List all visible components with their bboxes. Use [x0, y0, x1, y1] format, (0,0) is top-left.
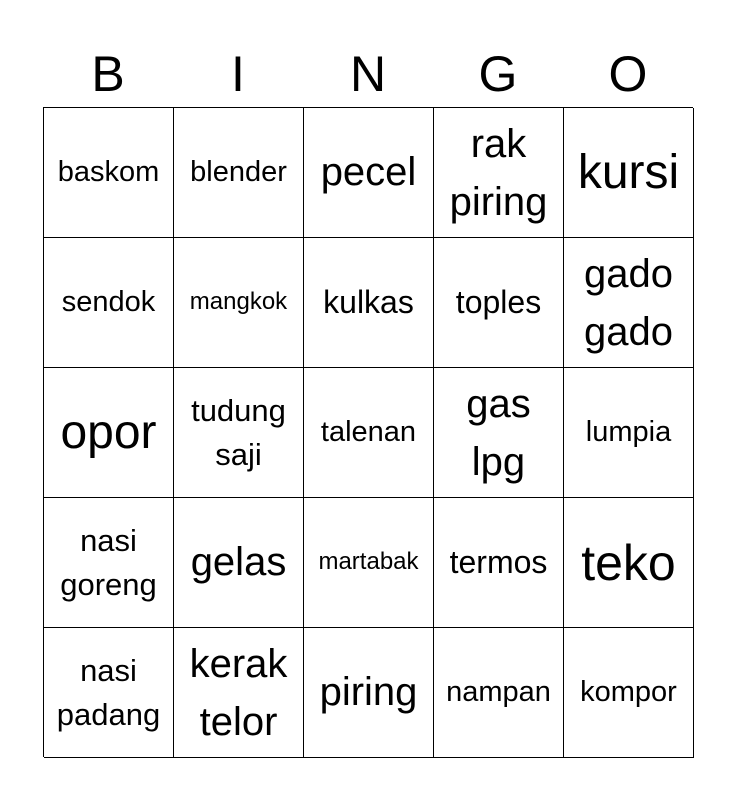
cell-label: gelas — [190, 540, 287, 585]
bingo-cell-r5-c2[interactable] — [174, 628, 304, 758]
cell-label: teko — [581, 534, 676, 591]
bingo-cell-r3-c3[interactable] — [304, 368, 434, 498]
cell-label: lumpia — [585, 416, 672, 449]
cell-label: tudung saji — [191, 393, 286, 472]
cell-label: opor — [60, 405, 157, 459]
cell-label: toples — [455, 283, 542, 320]
bingo-cell-r5-c4[interactable] — [434, 628, 564, 758]
bingo-cell-r2-c5[interactable] — [564, 238, 694, 368]
cell-label: blender — [190, 156, 287, 189]
cell-label: nasi padang — [56, 653, 161, 732]
cell-label: baskom — [57, 156, 160, 189]
bingo-cell-r4-c4[interactable] — [434, 498, 564, 628]
cell-label: mangkok — [189, 288, 288, 316]
bingo-cell-r1-c3[interactable] — [304, 108, 434, 238]
bingo-header — [43, 40, 693, 108]
bingo-cell-r2-c1[interactable] — [44, 238, 174, 368]
bingo-cell-r5-c5[interactable] — [564, 628, 694, 758]
header-letter-n: N — [349, 46, 387, 102]
bingo-cell-r1-c4[interactable] — [434, 108, 564, 238]
bingo-board — [43, 107, 693, 757]
cell-label: kompor — [580, 676, 677, 709]
bingo-cell-r5-c1[interactable] — [44, 628, 174, 758]
header-letter-i: I — [231, 46, 245, 102]
cell-label: nampan — [446, 676, 551, 709]
header-letter-g: G — [478, 46, 518, 102]
cell-label: martabak — [318, 548, 419, 576]
bingo-cell-r3-c4[interactable] — [434, 368, 564, 498]
bingo-cell-r2-c2[interactable] — [174, 238, 304, 368]
bingo-cell-r4-c3[interactable] — [304, 498, 434, 628]
cell-label: rak piring — [449, 121, 548, 224]
bingo-cell-r2-c4[interactable] — [434, 238, 564, 368]
header-letter-o: O — [608, 46, 648, 102]
cell-label: termos — [449, 543, 548, 580]
cell-label: kursi — [577, 145, 680, 199]
cell-label: sendok — [61, 286, 156, 319]
cell-label: kerak telor — [189, 641, 288, 744]
cell-label: pecel — [320, 150, 417, 195]
cell-label: kulkas — [323, 283, 414, 320]
bingo-cell-r1-c2[interactable] — [174, 108, 304, 238]
cell-label: nasi goreng — [60, 523, 157, 602]
bingo-cell-r3-c2[interactable] — [174, 368, 304, 498]
bingo-cell-r5-c3[interactable] — [304, 628, 434, 758]
bingo-cell-r4-c1[interactable] — [44, 498, 174, 628]
bingo-cell-r4-c2[interactable] — [174, 498, 304, 628]
header-letter-b: B — [91, 46, 125, 102]
bingo-cell-r4-c5[interactable] — [564, 498, 694, 628]
cell-label: piring — [319, 670, 418, 715]
bingo-cell-r2-c3[interactable] — [304, 238, 434, 368]
bingo-cell-r3-c1[interactable] — [44, 368, 174, 498]
cell-label: talenan — [320, 416, 417, 449]
cell-label: gado gado — [584, 251, 673, 354]
bingo-cell-r1-c5[interactable] — [564, 108, 694, 238]
bingo-cell-r3-c5[interactable] — [564, 368, 694, 498]
cell-label: gas lpg — [466, 381, 531, 484]
bingo-cell-r1-c1[interactable] — [44, 108, 174, 238]
